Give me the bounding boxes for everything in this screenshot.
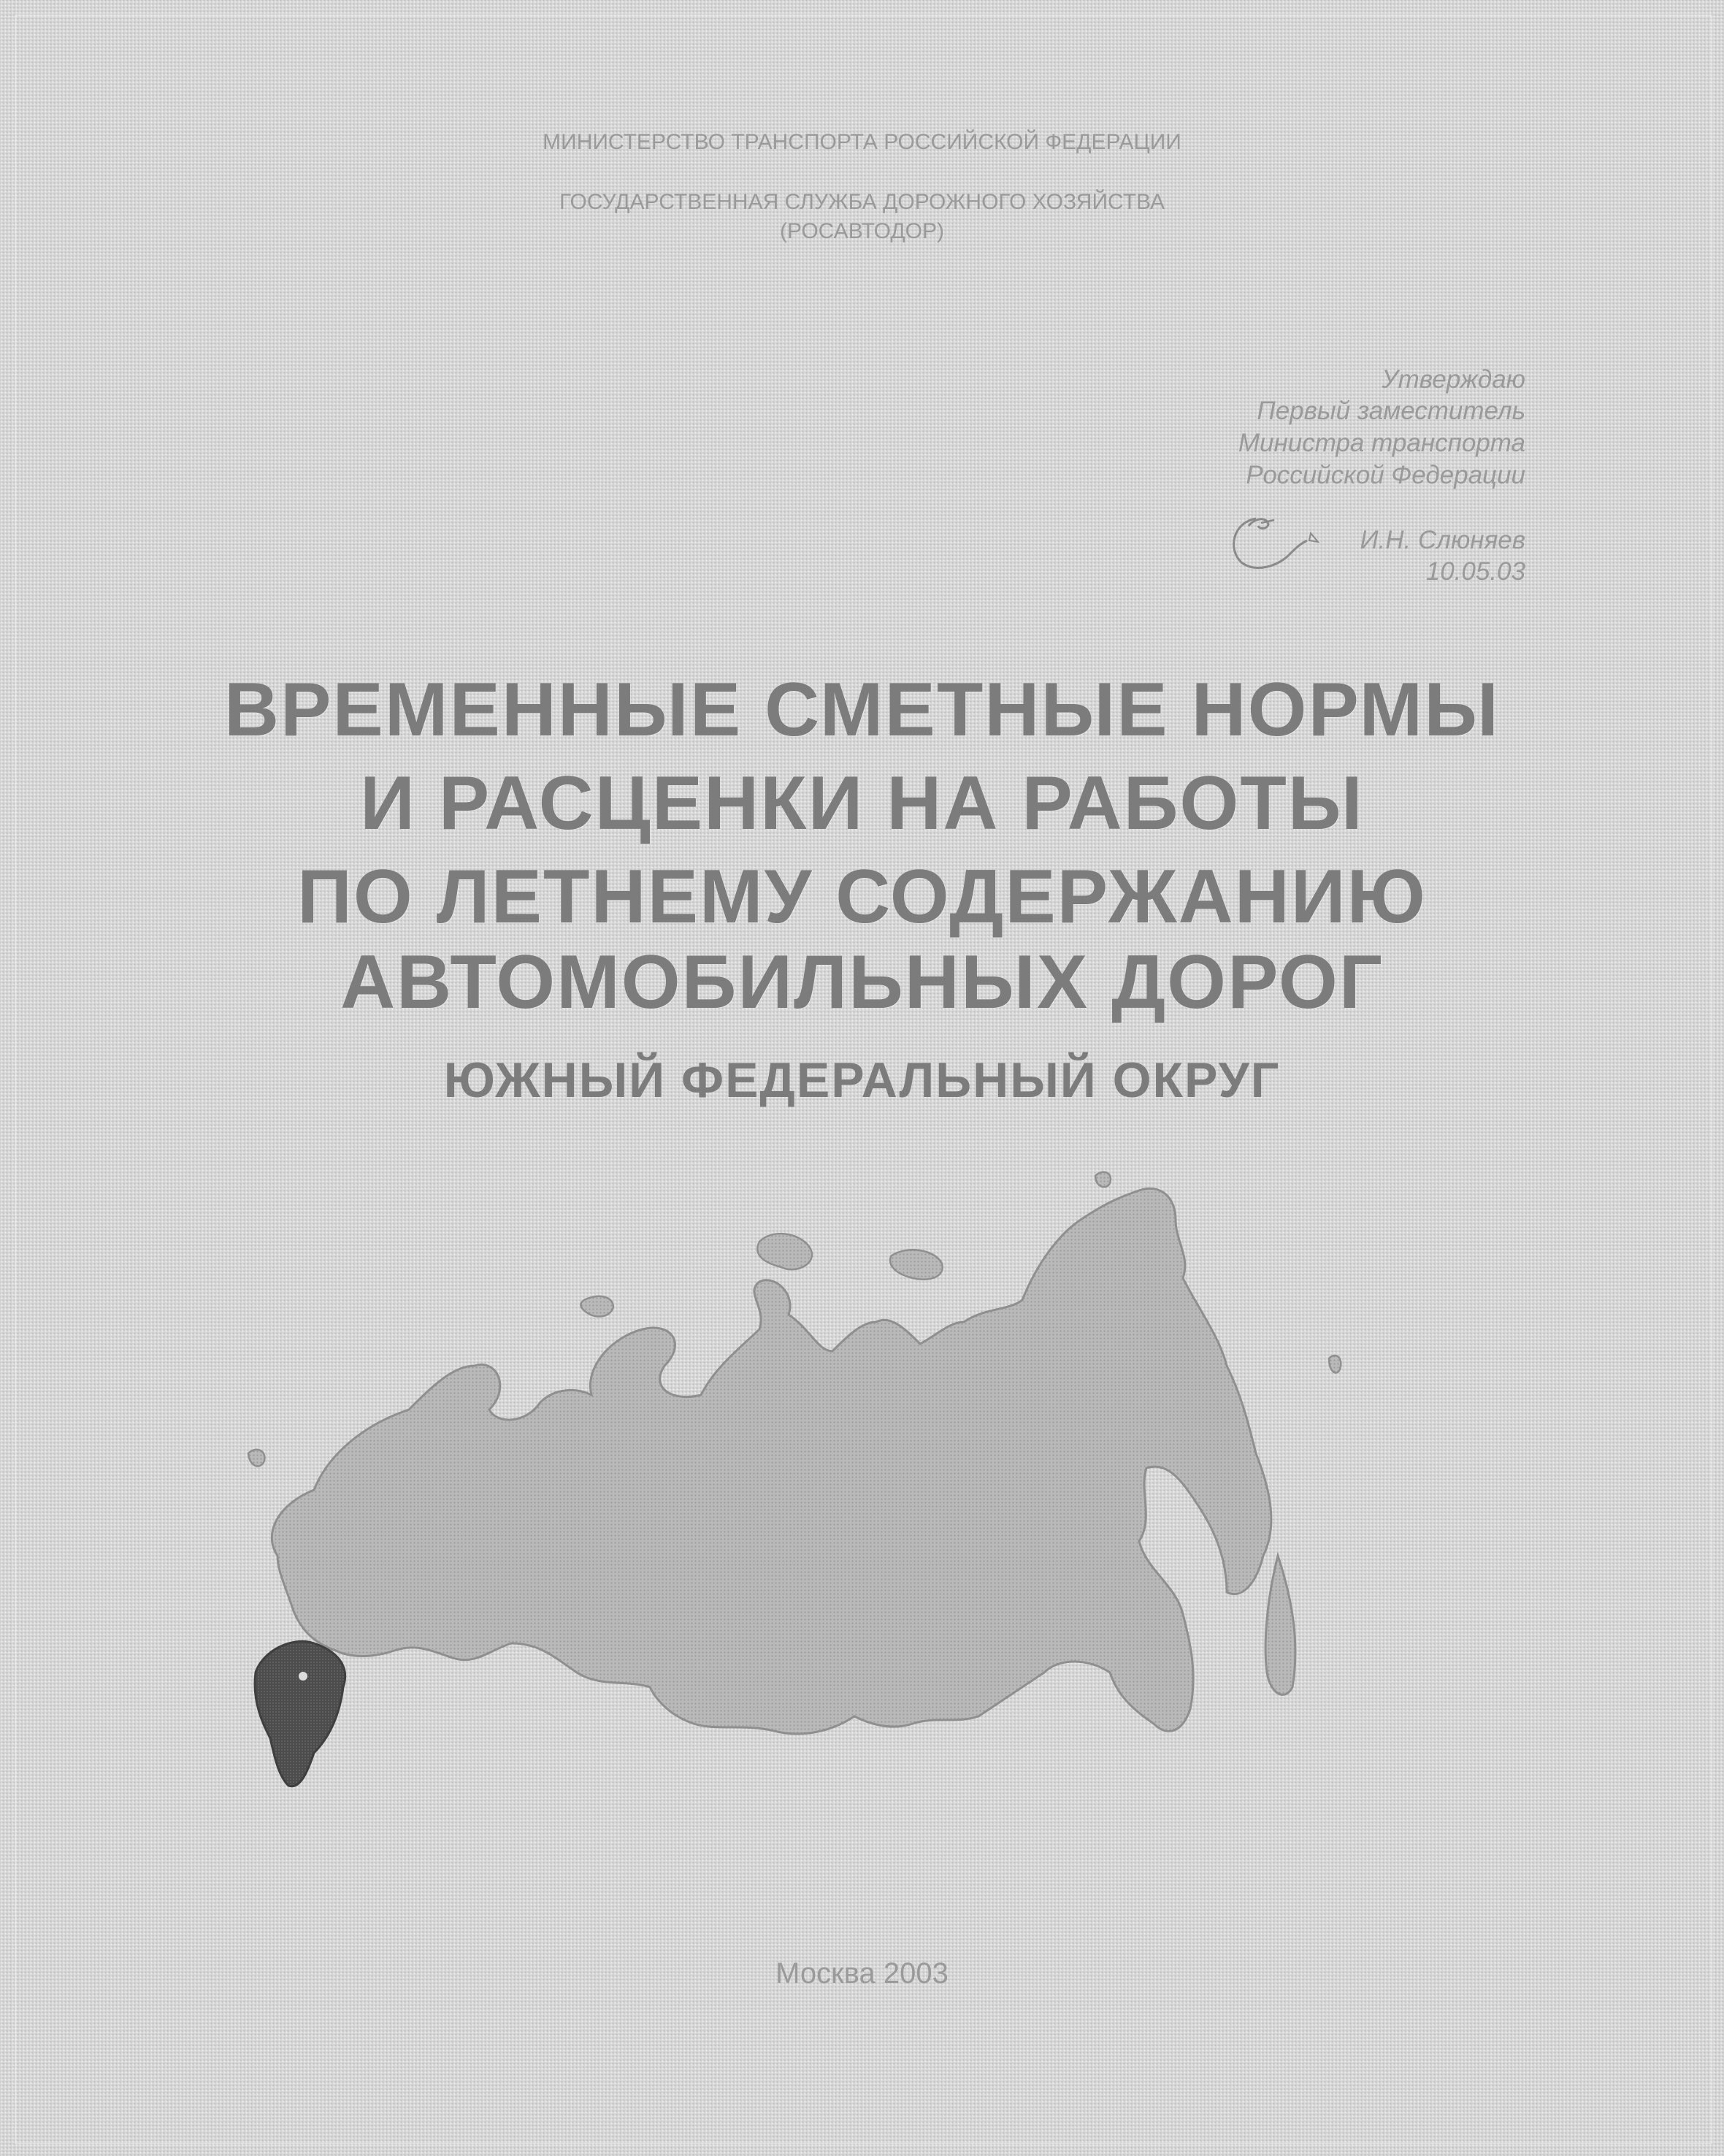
district-subtitle: ЮЖНЫЙ ФЕДЕРАЛЬНЫЙ ОКРУГ: [443, 1052, 1281, 1108]
title-line-1: ВРЕМЕННЫЕ СМЕТНЫЕ НОРМЫ: [223, 668, 1501, 752]
ministry-heading: МИНИСТЕРСТВО ТРАНСПОРТА РОССИЙСКОЙ ФЕДЕРАЦИИ: [543, 130, 1181, 154]
russia-landmass: [272, 1188, 1271, 1734]
arctic-island-2: [890, 1250, 943, 1280]
approval-line-1: Утверждаю: [1382, 365, 1525, 394]
title-line-4: АВТОМОБИЛЬНЫХ ДОРОГ: [340, 940, 1384, 1025]
approval-date: 10.05.03: [1425, 557, 1525, 586]
publication-place-year: Москва 2003: [775, 1957, 949, 1989]
arctic-island-4: [1095, 1172, 1111, 1187]
russia-map: [234, 1147, 1373, 1892]
arctic-island-1: [757, 1234, 812, 1269]
title-line-3: ПО ЛЕТНЕМУ СОДЕРЖАНИЮ: [297, 855, 1427, 939]
western-exclave: [248, 1450, 264, 1467]
service-heading: ГОСУДАРСТВЕННАЯ СЛУЖБА ДОРОЖНОГО ХОЗЯЙСТВА: [559, 190, 1165, 214]
approval-line-2: Первый заместитель: [1257, 397, 1525, 425]
approval-line-3: Министра транспорта: [1238, 429, 1525, 457]
arctic-island-3: [581, 1296, 613, 1317]
approval-line-4: Российской Федерации: [1246, 461, 1525, 489]
service-abbreviation: (РОСАВТОДОР): [780, 219, 944, 243]
eastern-peninsula: [1265, 1556, 1295, 1694]
sakhalin-island: [1329, 1356, 1341, 1373]
approver-name: И.Н. Слюняев: [1360, 526, 1525, 554]
region-marker: [299, 1672, 307, 1681]
title-line-2: И РАСЦЕНКИ НА РАБОТЫ: [360, 761, 1364, 846]
signature-mark: [1216, 504, 1333, 577]
southern-federal-district: [255, 1641, 345, 1786]
